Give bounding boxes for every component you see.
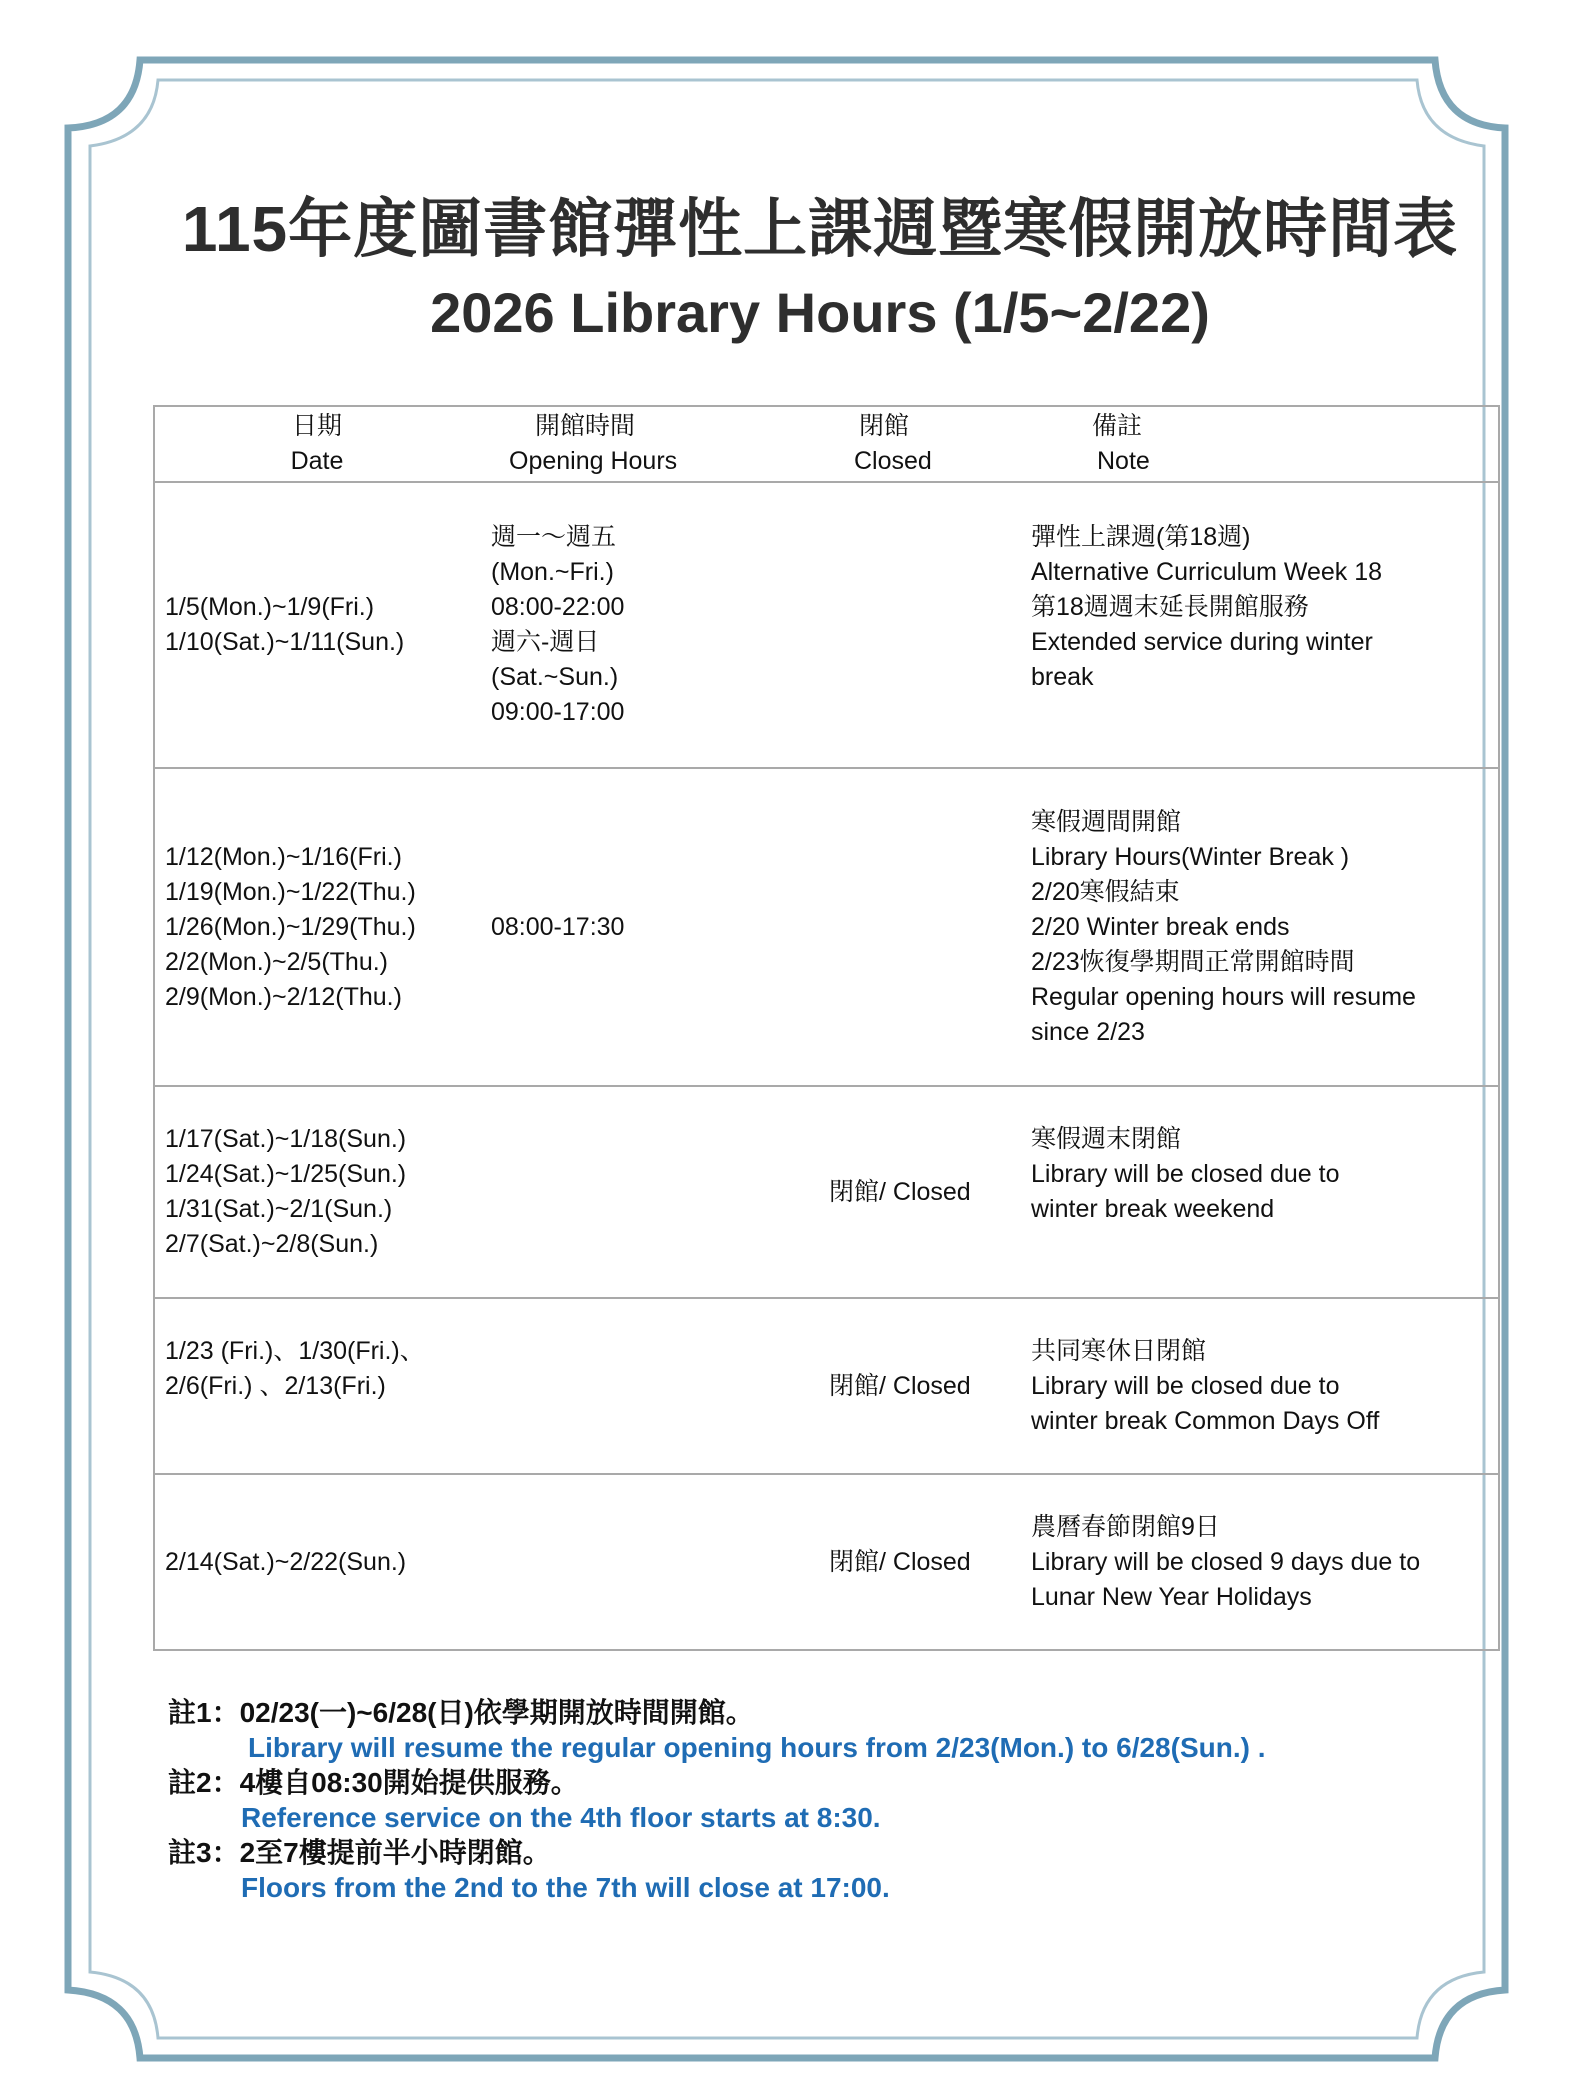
- header-note: [1029, 406, 1499, 482]
- note-line: since 2/23: [1031, 1017, 1145, 1046]
- date-cell: [154, 1086, 479, 1298]
- date-cell: [154, 1474, 479, 1650]
- header-label-zh: 備註: [1092, 412, 1143, 440]
- header-opening-hours: [479, 406, 819, 482]
- table-header-row: [154, 406, 1499, 482]
- note-line: break: [1031, 663, 1094, 691]
- note-cell: [1029, 768, 1499, 1086]
- closed-label: 閉館/ Closed: [829, 1177, 971, 1206]
- header-label-zh: 閉館: [859, 412, 910, 440]
- footnote-1-en: Library will resume the regular opening hours from 2/23(Mon.) to 6/28(Sun.) .: [248, 1732, 1266, 1763]
- date-line: 1/23 (Fri.)、1/30(Fri.)、: [165, 1336, 425, 1365]
- table-row: [154, 1086, 1499, 1298]
- date-line: 1/17(Sat.)~1/18(Sun.): [165, 1125, 407, 1153]
- date-line: 1/19(Mon.)~1/22(Thu.): [165, 877, 416, 906]
- note-line: Library will be closed 9 days due to: [1031, 1547, 1421, 1576]
- note-line: Lunar New Year Holidays: [1031, 1582, 1312, 1611]
- footnote-3-zh: 註3：2至7樓提前半小時閉館。: [168, 1837, 551, 1868]
- note-line: Library will be closed due to: [1031, 1371, 1340, 1400]
- date-line: 1/31(Sat.)~2/1(Sun.): [165, 1195, 393, 1223]
- hours-cell: [479, 1086, 819, 1298]
- note-line: 寒假週末閉館: [1031, 1125, 1182, 1153]
- date-line: 2/14(Sat.)~2/22(Sun.): [165, 1547, 407, 1576]
- date-line: 1/5(Mon.)~1/9(Fri.): [165, 593, 375, 621]
- closed-label: 閉館/ Closed: [829, 1547, 971, 1576]
- hours-cell: [479, 768, 819, 1086]
- note-line: 寒假週間開館: [1031, 807, 1182, 836]
- closed-cell: [819, 768, 1029, 1086]
- closed-label: 閉館/ Closed: [829, 1371, 971, 1400]
- footnote-2-zh: 註2：4樓自08:30開始提供服務。: [168, 1767, 579, 1798]
- footnote-1-zh: 註1：02/23(一)~6/28(日)依學期開放時間開館。: [168, 1697, 754, 1728]
- footnotes: [168, 1695, 1468, 1905]
- header-label-en: Note: [1097, 447, 1150, 475]
- footnote-3-en: Floors from the 2nd to the 7th will close at 17:00.: [241, 1872, 890, 1903]
- header-closed: [819, 406, 1029, 482]
- header-date: [154, 406, 479, 482]
- note-line: 2/20 Winter break ends: [1031, 912, 1290, 941]
- hours-line: 週六-週日: [491, 628, 600, 656]
- note-line: 2/23恢復學期間正常開館時間: [1031, 947, 1355, 976]
- note-line: winter break Common Days Off: [1031, 1406, 1380, 1435]
- footnote-2-en: Reference service on the 4th floor starts at 8:30.: [241, 1802, 881, 1833]
- date-cell: [154, 768, 479, 1086]
- date-cell: [154, 1298, 479, 1474]
- note-spacer: [1031, 695, 1498, 730]
- header-label-en: Closed: [854, 447, 932, 475]
- page-title-english: 2026 Library Hours (1/5~2/22): [430, 281, 1210, 344]
- note-line: 共同寒休日閉館: [1031, 1336, 1207, 1365]
- closed-cell: [819, 482, 1029, 768]
- table-row: [154, 1474, 1499, 1650]
- note-line: Library Hours(Winter Break ): [1031, 842, 1350, 871]
- note-line: winter break weekend: [1031, 1195, 1275, 1223]
- hours-cell: [479, 1474, 819, 1650]
- hours-line: 08:00-17:30: [491, 912, 625, 941]
- table-row: [154, 768, 1499, 1086]
- header-label-zh: 日期: [291, 412, 342, 440]
- note-line: 第18週週末延長開館服務: [1031, 593, 1309, 621]
- closed-cell: [819, 1086, 1029, 1298]
- closed-cell: [819, 1474, 1029, 1650]
- date-spacer: [165, 1404, 479, 1439]
- date-line: 1/10(Sat.)~1/11(Sun.): [165, 628, 405, 656]
- library-hours-table: [153, 405, 1500, 1651]
- date-line: 1/26(Mon.)~1/29(Thu.): [165, 912, 416, 941]
- hours-cell: [479, 482, 819, 768]
- note-line: Library will be closed due to: [1031, 1160, 1340, 1188]
- note-line: Regular opening hours will resume: [1031, 982, 1416, 1011]
- header-label-zh: 開館時間: [535, 412, 636, 440]
- header-label-en: Date: [290, 447, 344, 475]
- date-line: 2/9(Mon.)~2/12(Thu.): [165, 982, 402, 1011]
- date-line: 2/7(Sat.)~2/8(Sun.): [165, 1230, 379, 1258]
- note-cell: [1029, 1474, 1499, 1650]
- date-line: 2/6(Fri.) 、2/13(Fri.): [165, 1371, 386, 1400]
- note-cell: [1029, 1298, 1499, 1474]
- date-cell: [154, 482, 479, 768]
- hours-line: 週一～週五: [491, 523, 617, 551]
- note-line: 2/20寒假結束: [1031, 877, 1180, 906]
- table-row: [154, 1298, 1499, 1474]
- date-line: 1/24(Sat.)~1/25(Sun.): [165, 1160, 407, 1188]
- hours-cell: [479, 1298, 819, 1474]
- hours-line: 08:00-22:00: [491, 593, 625, 621]
- note-cell: [1029, 482, 1499, 768]
- note-line: Alternative Curriculum Week 18: [1031, 558, 1383, 586]
- date-line: 1/12(Mon.)~1/16(Fri.): [165, 842, 402, 871]
- date-line: 2/2(Mon.)~2/5(Thu.): [165, 947, 389, 976]
- page-title-chinese: 115年度圖書館彈性上課週暨寒假開放時間表: [181, 193, 1459, 265]
- hours-line: (Sat.~Sun.): [491, 663, 619, 691]
- table-row: [154, 482, 1499, 768]
- hours-line: (Mon.~Fri.): [491, 558, 614, 586]
- note-line: 彈性上課週(第18週): [1031, 523, 1251, 551]
- closed-cell: [819, 1298, 1029, 1474]
- note-line: Extended service during winter: [1031, 628, 1373, 656]
- note-spacer: [1031, 1227, 1498, 1262]
- note-line: 農曆春節閉館9日: [1031, 1512, 1220, 1541]
- header-label-en: Opening Hours: [509, 447, 678, 475]
- note-cell: [1029, 1086, 1499, 1298]
- hours-line: 09:00-17:00: [491, 698, 625, 726]
